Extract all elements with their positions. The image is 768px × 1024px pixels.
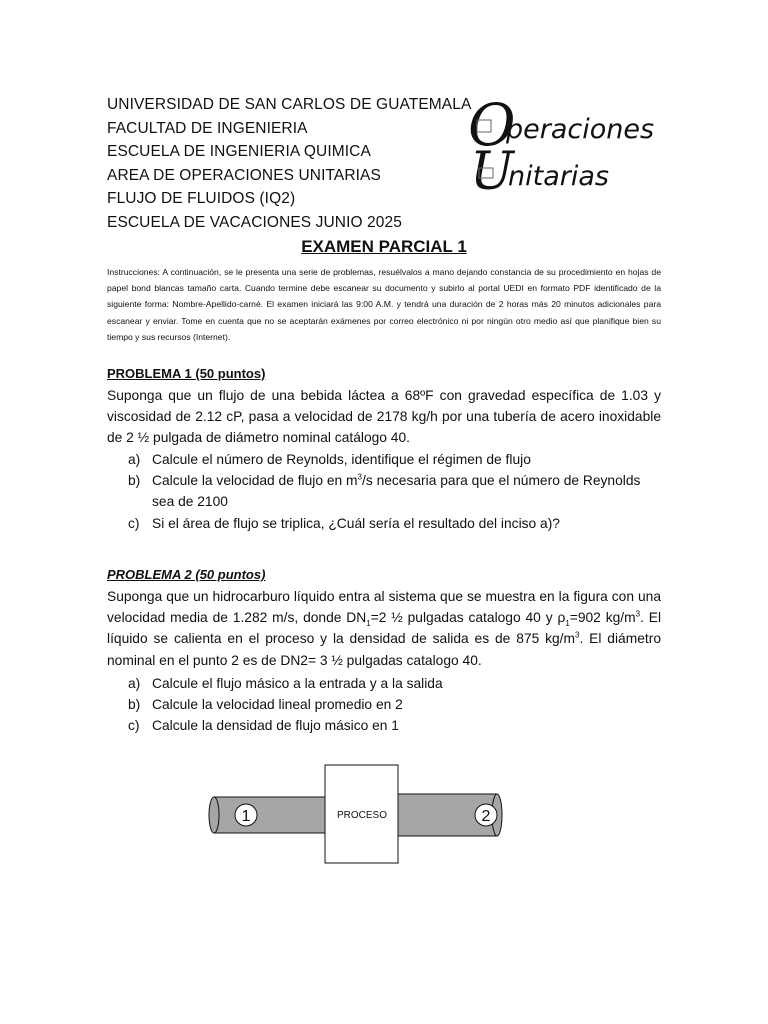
inlet-pipe (209, 797, 326, 833)
statement-part: =2 ½ pulgadas catalogo 40 y ρ (370, 610, 566, 626)
item-label: c) (128, 718, 140, 734)
problem2-title: PROBLEMA 2 (50 puntos) (107, 567, 266, 582)
item-text: Calcule el flujo másico a la entrada y a la salida (152, 676, 443, 691)
instructions-paragraph: Instrucciones: A continuación, se le presenta una serie de problemas, resuélvalos a mano dejando constancia de su procedimiento en hojas de papel bond blancas tamaño carta. Cuando termine debe escanear su documento y subirlo al portal UEDI en formato PDF identificado de la siguiente forma: Nombre-Apellido-carné. El examen iniciará las 9:00 A.M. y tendrá una duración de 2 horas más 20 minutos adicionales para escanear y enviar. Tome en cuenta que no se aceptarán exámenes por correo electrónico ni por ningún otro medio así que planifique bien su tiempo y sus recursos (Internet). (107, 267, 661, 342)
item-text: Si el área de flujo se triplica, ¿Cuál sería el resultado del inciso a)? (152, 515, 560, 531)
header-line-session: ESCUELA DE VACACIONES JUNIO 2025 (107, 213, 402, 231)
header-line-university: UNIVERSIDAD DE SAN CARLOS DE GUATEMALA (107, 96, 472, 113)
header-line-course: FLUJO DE FLUIDOS (IQ2) (107, 190, 296, 207)
problem2-item-b (128, 694, 648, 715)
item-text-pre: Calcule la velocidad de flujo en m (152, 473, 358, 489)
statement-sup: 3 (635, 609, 641, 619)
item-label: b) (128, 473, 141, 489)
problem2-items (128, 673, 648, 737)
institution-header (107, 93, 471, 234)
problem2-item-c (128, 715, 648, 736)
problem1-title: PROBLEMA 1 (50 puntos) (107, 366, 266, 381)
header-line-school: ESCUELA DE INGENIERIA QUIMICA (107, 143, 371, 160)
item-text: Calcule el número de Reynolds, identifique el régimen de flujo (152, 452, 531, 467)
problem2-item-a (128, 673, 648, 694)
statement-sub: 1 (565, 618, 570, 628)
process-label: PROCESO (336, 810, 388, 821)
statement-part: . El líquido se calienta en el proceso y la densidad de salida es de 875 kg/m (107, 610, 662, 647)
statement-sup: 3 (575, 630, 580, 640)
problem1-items (128, 449, 648, 534)
operaciones-unitarias-logo (468, 93, 668, 193)
problem1-item-a (128, 449, 648, 470)
item-text: Calcule la densidad de flujo másico en 1 (152, 718, 399, 734)
problem2-statement (107, 586, 661, 671)
point1-label: 1 (241, 808, 251, 825)
statement-sub: 1 (366, 618, 371, 628)
statement-part: Suponga que un hidrocarburo líquido entra al sistema que se muestra en la figura con una velocidad media de 1.282 m/s, donde DN (107, 589, 661, 626)
item-label: a) (128, 676, 141, 691)
item-label: a) (128, 452, 141, 467)
process-diagram (205, 760, 515, 870)
logo-initial-u: U (470, 142, 514, 193)
exam-title: EXAMEN PARCIAL 1 (301, 237, 467, 256)
logo-initial-o: O (468, 93, 516, 159)
logo-line1: peraciones (506, 114, 655, 145)
logo-line2: nitarias (508, 161, 609, 192)
header-line-faculty: FACULTAD DE INGENIERIA (107, 119, 308, 137)
problem1-item-b (128, 470, 648, 512)
problem1-statement: Suponga que un flujo de una bebida láctea a 68ºF con gravedad específica de 1.03 y viscosidad de 2.12 cP, pasa a velocidad de 2178 kg/h por una tubería de acero inoxidable de 2 ½ pulgada de diámetro nominal catálogo 40. (107, 388, 661, 446)
item-label: c) (128, 515, 140, 531)
problem1-item-c (128, 513, 648, 534)
item-text: Calcule la velocidad lineal promedio en 2 (152, 697, 403, 713)
header-line-area: AREA DE OPERACIONES UNITARIAS (107, 166, 381, 184)
statement-part: =902 kg/m (569, 610, 636, 626)
item-text-sup: 3 (357, 472, 362, 482)
point2-label: 2 (481, 808, 491, 825)
statement-part: . El diámetro nominal en el punto 2 es de DN2= 3 ½ pulgadas catalogo 40. (107, 631, 661, 668)
item-label: b) (128, 697, 141, 713)
item-text-post: /s necesaria para que el número de Reynolds sea de 2100 (152, 473, 641, 510)
item-text (152, 470, 648, 512)
